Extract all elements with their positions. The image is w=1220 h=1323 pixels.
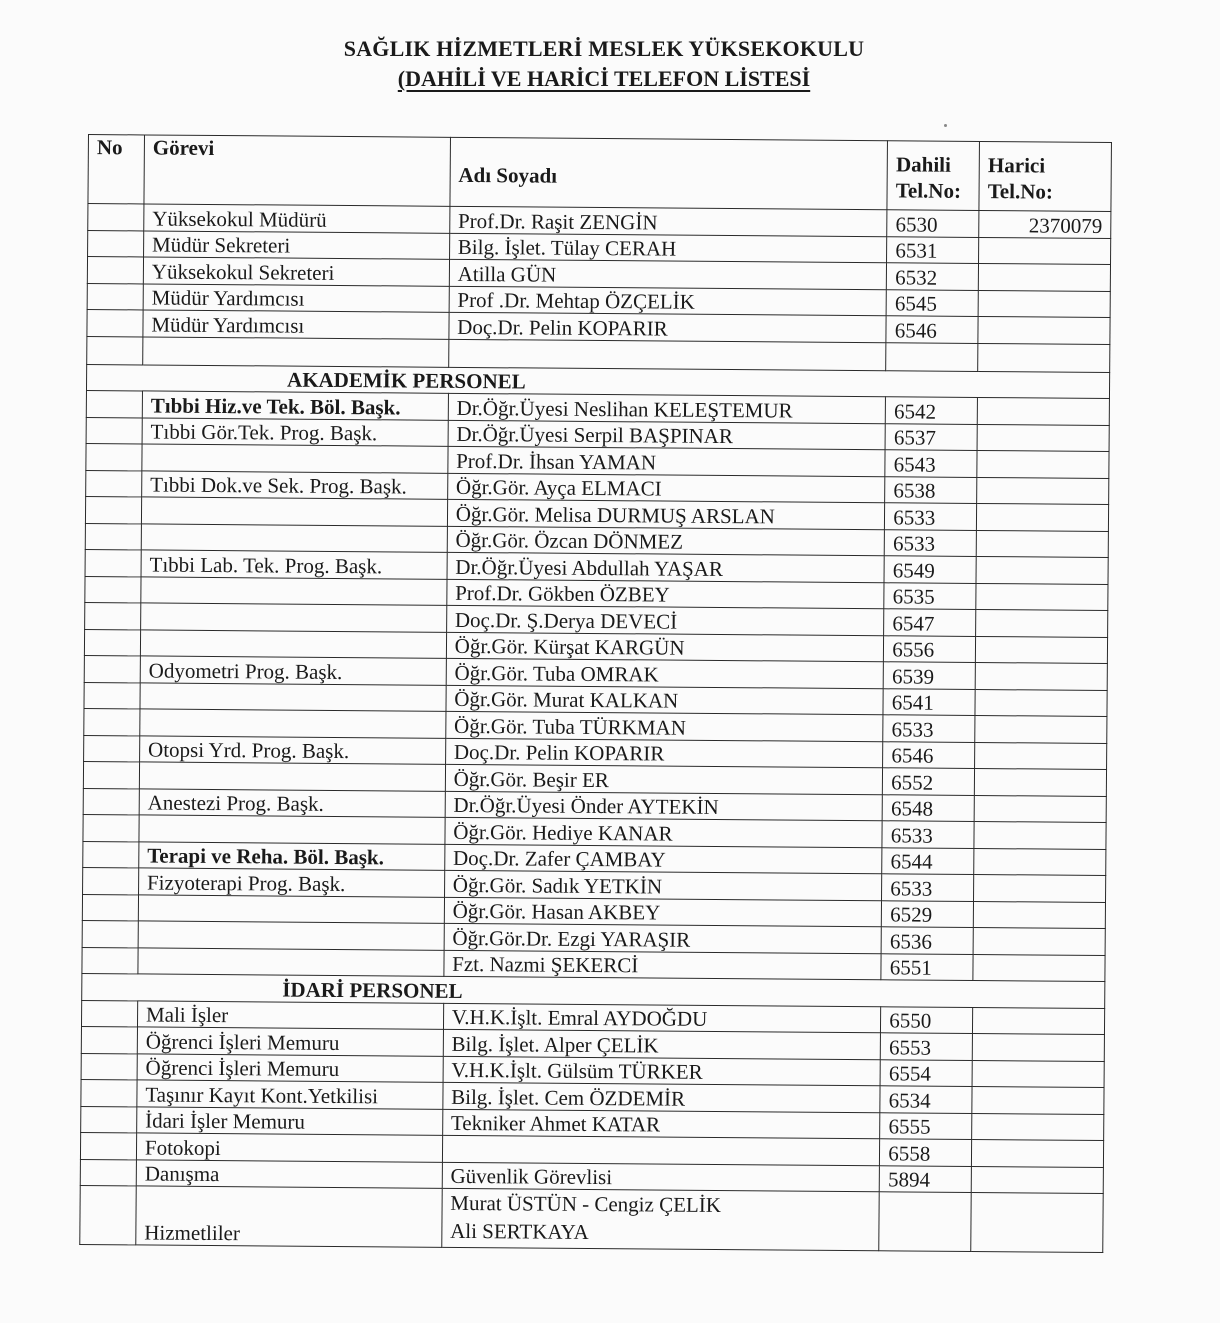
harici-cell: [979, 237, 1111, 265]
no-cell: [81, 1000, 137, 1027]
adi-soyadi-cell: Dr.Öğr.Üyesi Serpil BAŞPINAR: [448, 420, 886, 450]
dahili-cell: 6553: [881, 1033, 973, 1060]
adi-soyadi-cell: Prof.Dr. Gökben ÖZBEY: [447, 579, 885, 609]
no-cell: [81, 1053, 137, 1080]
dahili-cell: 6538: [885, 476, 977, 503]
no-cell: [85, 549, 141, 576]
harici-cell: [977, 503, 1109, 531]
dahili-cell: 6533: [884, 529, 976, 556]
dahili-cell: 6539: [883, 662, 975, 689]
harici-cell: [974, 821, 1106, 849]
no-cell: [83, 841, 139, 868]
gorevi-cell: Odyometri Prog. Başk.: [140, 656, 446, 685]
no-cell: [84, 682, 140, 709]
dahili-cell: 6556: [884, 635, 976, 662]
dahili-cell: 6532: [887, 263, 979, 290]
gorevi-cell: Müdür Sekreteri: [143, 230, 449, 259]
section-title: İDARİ PERSONEL: [82, 973, 1105, 1008]
harici-cell: [978, 316, 1110, 344]
harici-cell: [975, 715, 1107, 743]
harici-cell: [971, 1166, 1103, 1194]
adi-soyadi-cell: Doç.Dr. Ş.Derya DEVECİ: [446, 605, 884, 635]
adi-soyadi-cell: Bilg. İşlet. Tülay CERAH: [449, 233, 887, 263]
harici-cell: [978, 290, 1110, 318]
adi-soyadi-cell: Öğr.Gör. Özcan DÖNMEZ: [447, 526, 885, 556]
adi-soyadi-cell: [448, 339, 886, 370]
dahili-cell: 6534: [880, 1086, 972, 1113]
harici-cell: [972, 1113, 1104, 1141]
dahili-cell: 6543: [885, 450, 977, 477]
harici-cell: [972, 1086, 1104, 1114]
header-harici: Harici Tel.No:: [979, 142, 1111, 212]
gorevi-cell: Hizmetliler: [136, 1186, 442, 1247]
adi-soyadi-cell: Atilla GÜN: [449, 259, 887, 289]
dahili-cell: 6544: [882, 847, 974, 874]
no-cell: [88, 204, 144, 231]
gorevi-cell: Terapi ve Reha. Böl. Başk.: [139, 841, 445, 870]
harici-cell: [975, 662, 1107, 690]
dahili-cell: 6542: [886, 397, 978, 424]
harici-cell: [977, 424, 1109, 452]
no-cell: [85, 576, 141, 603]
gorevi-cell: [142, 444, 448, 473]
adi-soyadi-cell: Bilg. İşlet. Cem ÖZDEMİR: [443, 1082, 881, 1112]
no-cell: [82, 894, 138, 921]
gorevi-cell: [141, 497, 447, 526]
header-gorevi: Görevi: [144, 135, 450, 206]
adi-soyadi-cell: Bilg. İşlet. Alper ÇELİK: [443, 1029, 881, 1059]
gorevi-cell: [139, 815, 445, 844]
dahili-cell: 6541: [883, 688, 975, 715]
no-cell: [83, 788, 139, 815]
dahili-cell: 6533: [885, 503, 977, 530]
harici-cell: [978, 343, 1110, 372]
no-cell: [80, 1132, 136, 1159]
gorevi-cell: Öğrenci İşleri Memuru: [137, 1027, 443, 1056]
adi-soyadi-cell: Güvenlik Görevlisi: [442, 1162, 880, 1192]
no-cell: [87, 336, 143, 364]
dahili-cell: 6555: [880, 1112, 972, 1139]
no-cell: [82, 920, 138, 947]
no-cell: [86, 470, 142, 497]
harici-cell: [977, 450, 1109, 478]
harici-cell: [976, 556, 1108, 584]
adi-soyadi-cell: Öğr.Gör. Tuba TÜRKMAN: [446, 711, 884, 741]
section-title: AKADEMİK PERSONEL: [86, 364, 1109, 399]
no-cell: [83, 814, 139, 841]
gorevi-cell: [138, 894, 444, 923]
no-cell: [83, 761, 139, 788]
adi-soyadi-cell: Doç.Dr. Pelin KOPARIR: [449, 312, 887, 342]
hizmetli-names-line1: Murat ÜSTÜN - Cengiz ÇELİK: [450, 1190, 722, 1218]
gorevi-cell: İdari İşler Memuru: [137, 1106, 443, 1135]
harici-cell: [976, 609, 1108, 637]
adi-soyadi-cell: Öğr.Gör. Tuba OMRAK: [446, 658, 884, 688]
adi-soyadi-cell: [442, 1188, 880, 1250]
no-cell: [84, 655, 140, 682]
harici-cell: [977, 397, 1109, 425]
dahili-cell: 5894: [879, 1165, 971, 1192]
no-cell: [82, 947, 138, 974]
adi-soyadi-cell: Fzt. Nazmi ŞEKERCİ: [444, 950, 882, 980]
dahili-cell: 6537: [885, 423, 977, 450]
header-no: No: [88, 135, 144, 204]
no-cell: [84, 735, 140, 762]
harici-cell: [971, 1192, 1103, 1252]
gorevi-cell: Fotokopi: [136, 1133, 442, 1162]
gorevi-cell: Tıbbi Lab. Tek. Prog. Başk.: [141, 550, 447, 579]
gorevi-cell: Tıbbi Hiz.ve Tek. Böl. Başk.: [142, 391, 448, 420]
no-cell: [85, 496, 141, 523]
no-cell: [81, 1079, 137, 1106]
harici-cell: [974, 848, 1106, 876]
dahili-cell: 6533: [883, 715, 975, 742]
harici-cell: [972, 1060, 1104, 1088]
document-subtitle: (DAHİLİ VE HARİCİ TELEFON LİSTESİ: [397, 66, 811, 91]
adi-soyadi-cell: Öğr.Gör. Sadık YETKİN: [444, 870, 882, 900]
no-cell: [84, 708, 140, 735]
gorevi-cell: Yüksekokul Sekreteri: [143, 257, 449, 286]
dahili-cell: 6552: [883, 768, 975, 795]
gorevi-cell: [141, 523, 447, 552]
gorevi-cell: Fizyoterapi Prog. Başk.: [138, 868, 444, 897]
no-cell: [84, 629, 140, 656]
no-cell: [87, 257, 143, 284]
hizmetli-names-line2: Ali SERTKAYA: [450, 1218, 589, 1244]
adi-soyadi-cell: V.H.K.İşlt. Emral AYDOĞDU: [443, 1003, 881, 1033]
adi-soyadi-cell: Doç.Dr. Pelin KOPARIR: [445, 738, 883, 768]
adi-soyadi-cell: Prof.Dr. İhsan YAMAN: [448, 446, 886, 476]
gorevi-cell: Danışma: [136, 1159, 442, 1188]
no-cell: [81, 1106, 137, 1133]
dahili-cell: 6535: [884, 582, 976, 609]
dahili-cell: 6529: [882, 900, 974, 927]
harici-cell: [974, 795, 1106, 823]
gorevi-cell: Müdür Yardımcısı: [143, 310, 449, 339]
dahili-cell: 6554: [880, 1059, 972, 1086]
phone-list-table: [79, 134, 1112, 1253]
gorevi-cell: Müdür Yardımcısı: [143, 283, 449, 312]
harici-cell: [972, 1033, 1104, 1061]
gorevi-cell: [143, 336, 449, 366]
no-cell: [87, 283, 143, 310]
gorevi-cell: [140, 709, 446, 738]
adi-soyadi-cell: Doç.Dr. Zafer ÇAMBAY: [444, 844, 882, 874]
no-cell: [83, 867, 139, 894]
harici-cell: [977, 477, 1109, 505]
dahili-cell: 6547: [884, 609, 976, 636]
dahili-cell: 6533: [882, 821, 974, 848]
harici-cell: [979, 263, 1111, 291]
adi-soyadi-cell: Öğr.Gör. Kürşat KARGÜN: [446, 632, 884, 662]
gorevi-cell: Otopsi Yrd. Prog. Başk.: [139, 735, 445, 764]
gorevi-cell: [140, 629, 446, 658]
dahili-cell: 6530: [887, 210, 979, 237]
harici-cell: [973, 1007, 1105, 1035]
no-cell: [87, 309, 143, 336]
harici-cell: [973, 927, 1105, 955]
adi-soyadi-cell: Öğr.Gör. Beşir ER: [445, 764, 883, 794]
dahili-cell: [879, 1192, 971, 1252]
no-cell: [86, 390, 142, 417]
dahili-cell: 6546: [886, 316, 978, 343]
adi-soyadi-cell: Tekniker Ahmet KATAR: [442, 1109, 880, 1139]
gorevi-cell: Tıbbi Dok.ve Sek. Prog. Başk.: [142, 470, 448, 499]
adi-soyadi-cell: Öğr.Gör. Murat KALKAN: [446, 685, 884, 715]
header-adi-soyadi: Adı Soyadı: [450, 137, 888, 209]
gorevi-cell: Mali İşler: [137, 1000, 443, 1029]
gorevi-cell: Yüksekokul Müdürü: [144, 204, 450, 233]
dahili-cell: 6558: [880, 1139, 972, 1166]
harici-cell: 2370079: [979, 211, 1111, 239]
document-title: SAĞLIK HİZMETLERİ MESLEK YÜKSEKOKULU: [343, 36, 865, 61]
no-cell: [85, 602, 141, 629]
no-cell: [81, 1026, 137, 1053]
adi-soyadi-cell: Öğr.Gör. Melisa DURMUŞ ARSLAN: [447, 499, 885, 529]
scan-speck: [944, 124, 947, 127]
gorevi-cell: [138, 921, 444, 950]
dahili-cell: 6546: [883, 741, 975, 768]
adi-soyadi-cell: Öğr.Gör. Ayça ELMACI: [447, 473, 885, 503]
adi-soyadi-cell: Öğr.Gör. Hediye KANAR: [445, 817, 883, 847]
adi-soyadi-cell: Prof.Dr. Raşit ZENGİN: [449, 206, 887, 236]
dahili-cell: 6531: [887, 236, 979, 263]
no-cell: [85, 523, 141, 550]
table-row-hizmetliler: [80, 1185, 1103, 1252]
gorevi-cell: Taşınır Kayıt Kont.Yetkilisi: [137, 1080, 443, 1109]
adi-soyadi-cell: Dr.Öğr.Üyesi Önder AYTEKİN: [445, 791, 883, 821]
adi-soyadi-cell: [442, 1135, 880, 1165]
gorevi-cell: [138, 947, 444, 976]
dahili-cell: 6550: [881, 1006, 973, 1033]
gorevi-cell: Anestezi Prog. Başk.: [139, 788, 445, 817]
adi-soyadi-cell: Dr.Öğr.Üyesi Abdullah YAŞAR: [447, 552, 885, 582]
no-cell: [86, 443, 142, 470]
harici-cell: [972, 1139, 1104, 1167]
dahili-cell: 6545: [886, 289, 978, 316]
no-cell: [88, 230, 144, 257]
header-dahili: Dahili Tel.No:: [887, 141, 979, 211]
harici-cell: [975, 742, 1107, 770]
no-cell: [80, 1185, 136, 1244]
harici-cell: [975, 768, 1107, 796]
harici-cell: [976, 636, 1108, 664]
gorevi-cell: Tıbbi Gör.Tek. Prog. Başk.: [142, 417, 448, 446]
adi-soyadi-cell: Prof .Dr. Mehtap ÖZÇELİK: [449, 286, 887, 316]
gorevi-cell: [139, 762, 445, 791]
no-cell: [86, 417, 142, 444]
dahili-cell: 6551: [881, 953, 973, 980]
gorevi-cell: [141, 603, 447, 632]
harici-cell: [973, 954, 1105, 982]
gorevi-cell: Öğrenci İşleri Memuru: [137, 1053, 443, 1082]
table-header-row: [88, 135, 1112, 212]
adi-soyadi-cell: Öğr.Gör. Hasan AKBEY: [444, 897, 882, 927]
adi-soyadi-cell: Dr.Öğr.Üyesi Neslihan KELEŞTEMUR: [448, 393, 886, 423]
gorevi-cell: [140, 682, 446, 711]
no-cell: [80, 1159, 136, 1186]
gorevi-cell: [141, 576, 447, 605]
harici-cell: [974, 874, 1106, 902]
dahili-cell: 6536: [881, 927, 973, 954]
harici-cell: [976, 530, 1108, 558]
dahili-cell: [886, 342, 978, 371]
harici-cell: [975, 689, 1107, 717]
dahili-cell: 6533: [882, 874, 974, 901]
dahili-cell: 6549: [884, 556, 976, 583]
dahili-cell: 6548: [882, 794, 974, 821]
adi-soyadi-cell: Öğr.Gör.Dr. Ezgi YARAŞIR: [444, 923, 882, 953]
adi-soyadi-cell: V.H.K.İşlt. Gülsüm TÜRKER: [443, 1056, 881, 1086]
harici-cell: [976, 583, 1108, 611]
harici-cell: [973, 901, 1105, 929]
